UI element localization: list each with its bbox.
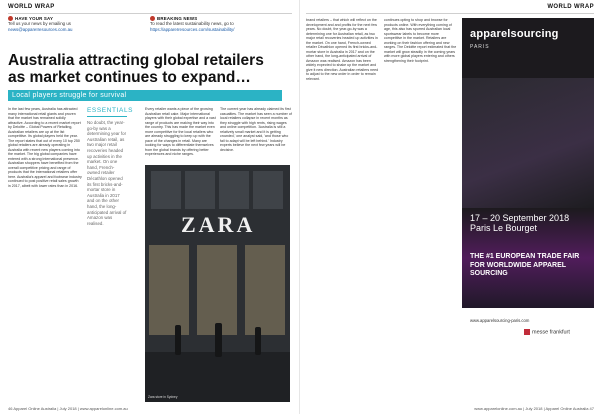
page-footer-left: 46 Apparel Online Australia | July 2018 | www.apparelonline.com.au xyxy=(8,406,128,411)
ad-tagline: THE #1 EUROPEAN TRADE FAIR FOR WORLDWIDE APPAREL SOURCING xyxy=(470,253,580,277)
ad-organizer: messe frankfurt xyxy=(532,329,570,336)
ad-venue: Paris Le Bourget xyxy=(470,223,538,233)
top-rule-right xyxy=(306,13,594,14)
zara-sign: ZARA xyxy=(181,212,256,237)
zara-store-photo xyxy=(145,165,290,402)
article-column-4: The current year has already claimed its first casualties. The market has seen a number of local retailers collapse in recent months as they struggle with high rents, rising wages and online competition. 'Australia is still a relatively small market and it is getting crowded,' one analyst said, 'and those who fail to adapt will be left behind.' Industry experts believe the next few years will be decisive. xyxy=(220,107,292,152)
breaking-news-header: BREAKING NEWS xyxy=(157,16,198,21)
article-column-1: In the last few years, Australia has attracted many international retail giants and proven that the market has remained solidly attractive. According to a recent market report by Deloitte – Global Powers of Retailing, Australian retailers are up at the list competitive. Its global players held the year. The report states that out of every 10 top 250 global retailers are already operating in Australia with recent new players coming into the market. The big global companies have entered with a strong international presence. Australian shoppers have benefited from the overall competitive pricing and range of products that the international retailers offer here. Australia's apparel and footwear industry continued to post positive retail sales growth in 2017, albeit with lower rates than in 2016. xyxy=(8,107,82,188)
sustainability-link[interactable]: https://appareIresources.com/sustainability/ xyxy=(150,26,235,32)
news-email-link[interactable]: news@appareIresources.com.au xyxy=(8,26,73,32)
top-rule xyxy=(8,13,292,14)
right-column-2: continues opting to shop and browse for products online. With everything coming of age, this also has spurred Australian local sportswear labels to become more competitive in the market. Retailers are working on their fashion offering and new ranges. The Deloitte report estimated that the market will grow steadily in the coming years with more global players entering and others strengthening their footprint. xyxy=(384,18,457,63)
messe-frankfurt-icon xyxy=(524,329,530,335)
have-your-say-header: HAVE YOUR SAY xyxy=(15,16,54,21)
article-subheadline: Local players struggle for survival xyxy=(8,90,282,101)
ad-brand: apparelsourcing xyxy=(470,28,559,40)
ad-city: PARIS xyxy=(470,44,490,50)
have-your-say-text: Tell us your news by emailing us xyxy=(8,21,71,27)
section-tag-right: WORLD WRAP xyxy=(547,4,594,10)
ad-dates: 17 – 20 September 2018 xyxy=(470,213,570,223)
have-your-say-box xyxy=(8,16,128,32)
article-headline: Australia attracting global retailers as market continues to expand… xyxy=(8,52,264,86)
breaking-news-text: To read the latest sustainability news, go to xyxy=(150,21,234,27)
apparel-sourcing-ad[interactable] xyxy=(462,18,594,403)
ad-url[interactable]: www.apparelsourcing-paris.com xyxy=(470,318,530,323)
essentials-rule xyxy=(87,116,127,117)
ad-photo xyxy=(462,78,594,208)
article-column-3: Every retailer wants a piece of the growing Australian retail cake. Major international players with their global expertise and a vast range of products are making their way into the country. This has made the market even more competitive for the local retailers who are already struggling to keep up with the pace of the changes in retail. Many are looking for ways to differentiate themselves from the global brands by offering better experiences and niche ranges. xyxy=(145,107,216,156)
breaking-news-box xyxy=(150,16,295,32)
essentials-title: ESSENTIALS xyxy=(87,107,134,114)
right-page xyxy=(300,0,600,414)
messe-frankfurt-logo xyxy=(524,329,570,335)
photo-caption: Zara store in Sydney xyxy=(148,395,178,399)
ad-dates-block xyxy=(470,213,569,233)
essentials-text: No doubt, the year-go-by was a determining year for Australian retail, as two major retail recoveries headed up activities in the market. On one hand, French-owned retailer Décathlon opened its first bricks-and-mortar store in Australia in 2017 and on the other hand, the long-anticipated arrival of Amazon was realised. xyxy=(87,120,127,226)
right-column-1: brand retailers – that which will reflect on the development and and profits for the next few years. No doubt, the year-go-by was a determining one for Australian retail, as two major retail recoveries headed up activities in the market. On one hand, French-owned retailer Décathlon opened its first bricks-and-mortar store in Australia in 2017 and on the other hand, the long-anticipated arrival of Amazon was realised. Amazon has been widely expected to shake up the market and give it new direction. Australian retailers need to adjust to the new order in order to remain relevant. xyxy=(306,18,379,81)
section-tag: WORLD WRAP xyxy=(8,4,55,10)
page-footer-right: www.apparelonline.com.au | July 2018 | Apparel Online Australia 47 xyxy=(474,406,594,411)
